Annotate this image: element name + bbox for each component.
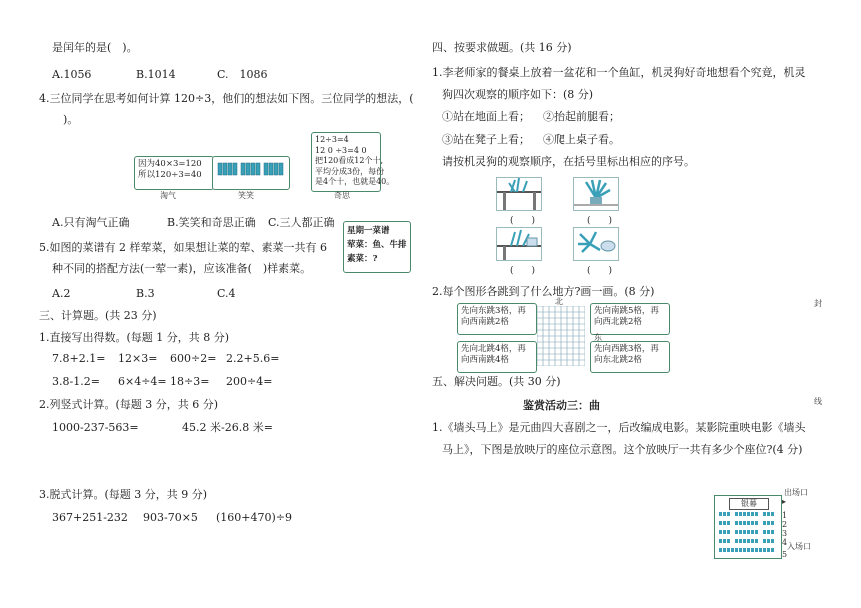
observation-picture-table-side bbox=[496, 227, 542, 261]
box-line: 向东北跳2格 bbox=[594, 355, 642, 365]
box-line: 所以120÷3=40 bbox=[138, 170, 202, 180]
calc3-title: 3.脱式计算。(每题 3 分，共 9 分) bbox=[39, 488, 208, 501]
name-xiaoxiao: 笑笑 bbox=[238, 191, 254, 200]
calc2-item: 1000-237-563= bbox=[52, 421, 139, 434]
box-line: 把120看成12个十, bbox=[315, 156, 383, 165]
r1-step-1: ①站在地面上看； bbox=[442, 110, 530, 123]
calc3-item: 367+251-232 bbox=[52, 511, 128, 524]
box-line: 因为40×3=120 bbox=[138, 159, 202, 169]
exit-label: 出场口 bbox=[784, 488, 808, 497]
box-line: 12÷3=4 bbox=[315, 135, 349, 144]
r1-instruction: 请按机灵狗的观察顺序，在括号里标出相应的序号。 bbox=[442, 155, 695, 168]
row-label: 5 bbox=[782, 550, 788, 559]
margin-mark-xian: 线 bbox=[814, 397, 822, 406]
calc2-title: 2.列竖式计算。(每题 3 分，共 6 分) bbox=[39, 398, 219, 411]
activity-title: 鉴赏活动三：曲 bbox=[523, 399, 600, 412]
box-line: 平均分成3份，每份 bbox=[315, 166, 385, 176]
q4-question-tail: )。 bbox=[52, 113, 79, 126]
north-label: 北 bbox=[555, 297, 563, 306]
p1-question: 1.《墙头马上》是元曲四大喜剧之一，后改编成电影。某影院重映电影《墙头 bbox=[432, 421, 806, 434]
row-label: 4 bbox=[782, 538, 788, 547]
calc1-item: 7.8+2.1= bbox=[52, 352, 106, 365]
jump-box-3 bbox=[457, 341, 537, 373]
jump-box-2 bbox=[590, 303, 670, 335]
seat-grid bbox=[715, 510, 781, 560]
r1-step-4: ④爬上桌子看。 bbox=[543, 133, 620, 146]
observation-picture-side-low bbox=[496, 177, 542, 211]
calc1-item: 6×4÷4= bbox=[118, 375, 167, 388]
r1-question: 1.李老师家的餐桌上放着一盆花和一个鱼缸，机灵狗好奇地想看个究竟，机灵 bbox=[432, 66, 806, 79]
calc2-item: 45.2 米-26.8 米= bbox=[182, 421, 273, 434]
r1-step-2: ②抬起前腿看； bbox=[543, 110, 620, 123]
observation-picture-plant-top bbox=[573, 177, 619, 211]
q4-question: 4.三位同学在思考如何计算 120÷3，他们的想法如下图。三位同学的想法，( bbox=[39, 92, 414, 105]
q4-box-xiaoxiao bbox=[212, 156, 290, 190]
row-label: 3 bbox=[782, 529, 788, 538]
menu-meat: 荤菜：鱼、牛排 bbox=[347, 240, 407, 250]
r2-title: 2.每个图形各跳到了什么地方?画一画。(8 分) bbox=[432, 285, 655, 298]
exit-icon: ▸ bbox=[782, 497, 787, 506]
row-label: 2 bbox=[782, 520, 788, 529]
r1-step-3: ③站在凳子上看； bbox=[442, 133, 530, 146]
row-label: 1 bbox=[782, 511, 788, 520]
box-line: 先向东跳3格，再 bbox=[461, 306, 526, 316]
jump-box-1 bbox=[457, 303, 537, 335]
menu-card bbox=[343, 221, 411, 273]
q3-option-a: A.1056 bbox=[52, 68, 92, 81]
q5-option-a: A.2 bbox=[52, 287, 71, 300]
screen-label: 银幕 bbox=[729, 498, 769, 510]
menu-veg: 素菜：? bbox=[347, 254, 378, 264]
menu-title: 星期一菜谱 bbox=[347, 226, 390, 236]
q5-question: 5.如图的菜谱有 2 样荤菜，如果想让菜的荤、素菜一共有 6 bbox=[39, 241, 327, 254]
q3-tail: 是闰年的是( )。 bbox=[52, 41, 138, 54]
box-line: 向西南跳4格 bbox=[461, 355, 509, 365]
q5-question-line2: 种不同的搭配方法(一荤一素)，应该准备( )样素菜。 bbox=[52, 262, 312, 275]
seating-diagram bbox=[714, 495, 782, 559]
q4-box-taoqi bbox=[134, 156, 214, 190]
grid-board bbox=[537, 306, 585, 366]
calc1-item: 200÷4= bbox=[226, 375, 273, 388]
answer-blank-3[interactable]: ( ) bbox=[510, 266, 536, 276]
box-line: 向西北跳2格 bbox=[594, 317, 642, 327]
q4-option-a: A.只有淘气正确 bbox=[52, 216, 130, 229]
calc1-item: 3.8-1.2= bbox=[52, 375, 100, 388]
name-qisi: 奇思 bbox=[334, 191, 350, 200]
q4-option-c: C.三人都正确 bbox=[268, 216, 335, 229]
name-taoqi: 淘气 bbox=[160, 191, 176, 200]
jump-box-4 bbox=[590, 341, 670, 373]
answer-blank-4[interactable]: ( ) bbox=[587, 266, 613, 276]
q3-option-b: B.1014 bbox=[136, 68, 176, 81]
p1-question-line2: 马上》，下图是放映厅的座位示意图。这个放映厅一共有多少个座位?(4 分) bbox=[442, 443, 803, 456]
box-line: 先向南跳5格，再 bbox=[594, 306, 659, 316]
box-line: 先向西跳3格，再 bbox=[594, 344, 659, 354]
blocks-illustration bbox=[216, 159, 286, 181]
r1-question-line2: 狗四次观察的顺序如下：(8 分) bbox=[442, 88, 594, 101]
east-label: 东 bbox=[594, 333, 602, 342]
q5-option-c: C.4 bbox=[217, 287, 236, 300]
section-5-title: 五、解决问题。(共 30 分) bbox=[432, 375, 561, 388]
answer-blank-2[interactable]: ( ) bbox=[587, 216, 613, 226]
calc1-item: 2.2+5.6= bbox=[226, 352, 280, 365]
q5-option-b: B.3 bbox=[136, 287, 155, 300]
calc1-item: 18÷3= bbox=[170, 375, 210, 388]
observation-picture-top-down bbox=[573, 227, 619, 261]
section-4-title: 四、按要求做题。(共 16 分) bbox=[432, 41, 572, 54]
box-line: 向西南跳2格 bbox=[461, 317, 509, 327]
calc3-item: 903-70×5 bbox=[143, 511, 198, 524]
entry-label: 入场口 bbox=[787, 542, 811, 551]
calc1-title: 1.直接写出得数。(每题 1 分，共 8 分) bbox=[39, 331, 230, 344]
box-line: 先向北跳4格，再 bbox=[461, 344, 526, 354]
q4-option-b: B.笑笑和奇思正确 bbox=[167, 216, 256, 229]
calc1-item: 12×3= bbox=[118, 352, 158, 365]
calc3-item: (160+470)÷9 bbox=[216, 511, 293, 524]
section-3-title: 三、计算题。(共 23 分) bbox=[39, 309, 157, 322]
box-line: 12 0 ÷3=4 0 bbox=[315, 145, 367, 155]
calc1-item: 600÷2= bbox=[170, 352, 217, 365]
q3-option-c: C. 1086 bbox=[217, 68, 268, 81]
answer-blank-1[interactable]: ( ) bbox=[510, 216, 536, 226]
margin-mark-feng: 封 bbox=[814, 299, 822, 308]
box-line: 是4个十，也就是40。 bbox=[315, 177, 395, 186]
q4-box-qisi bbox=[311, 132, 395, 192]
